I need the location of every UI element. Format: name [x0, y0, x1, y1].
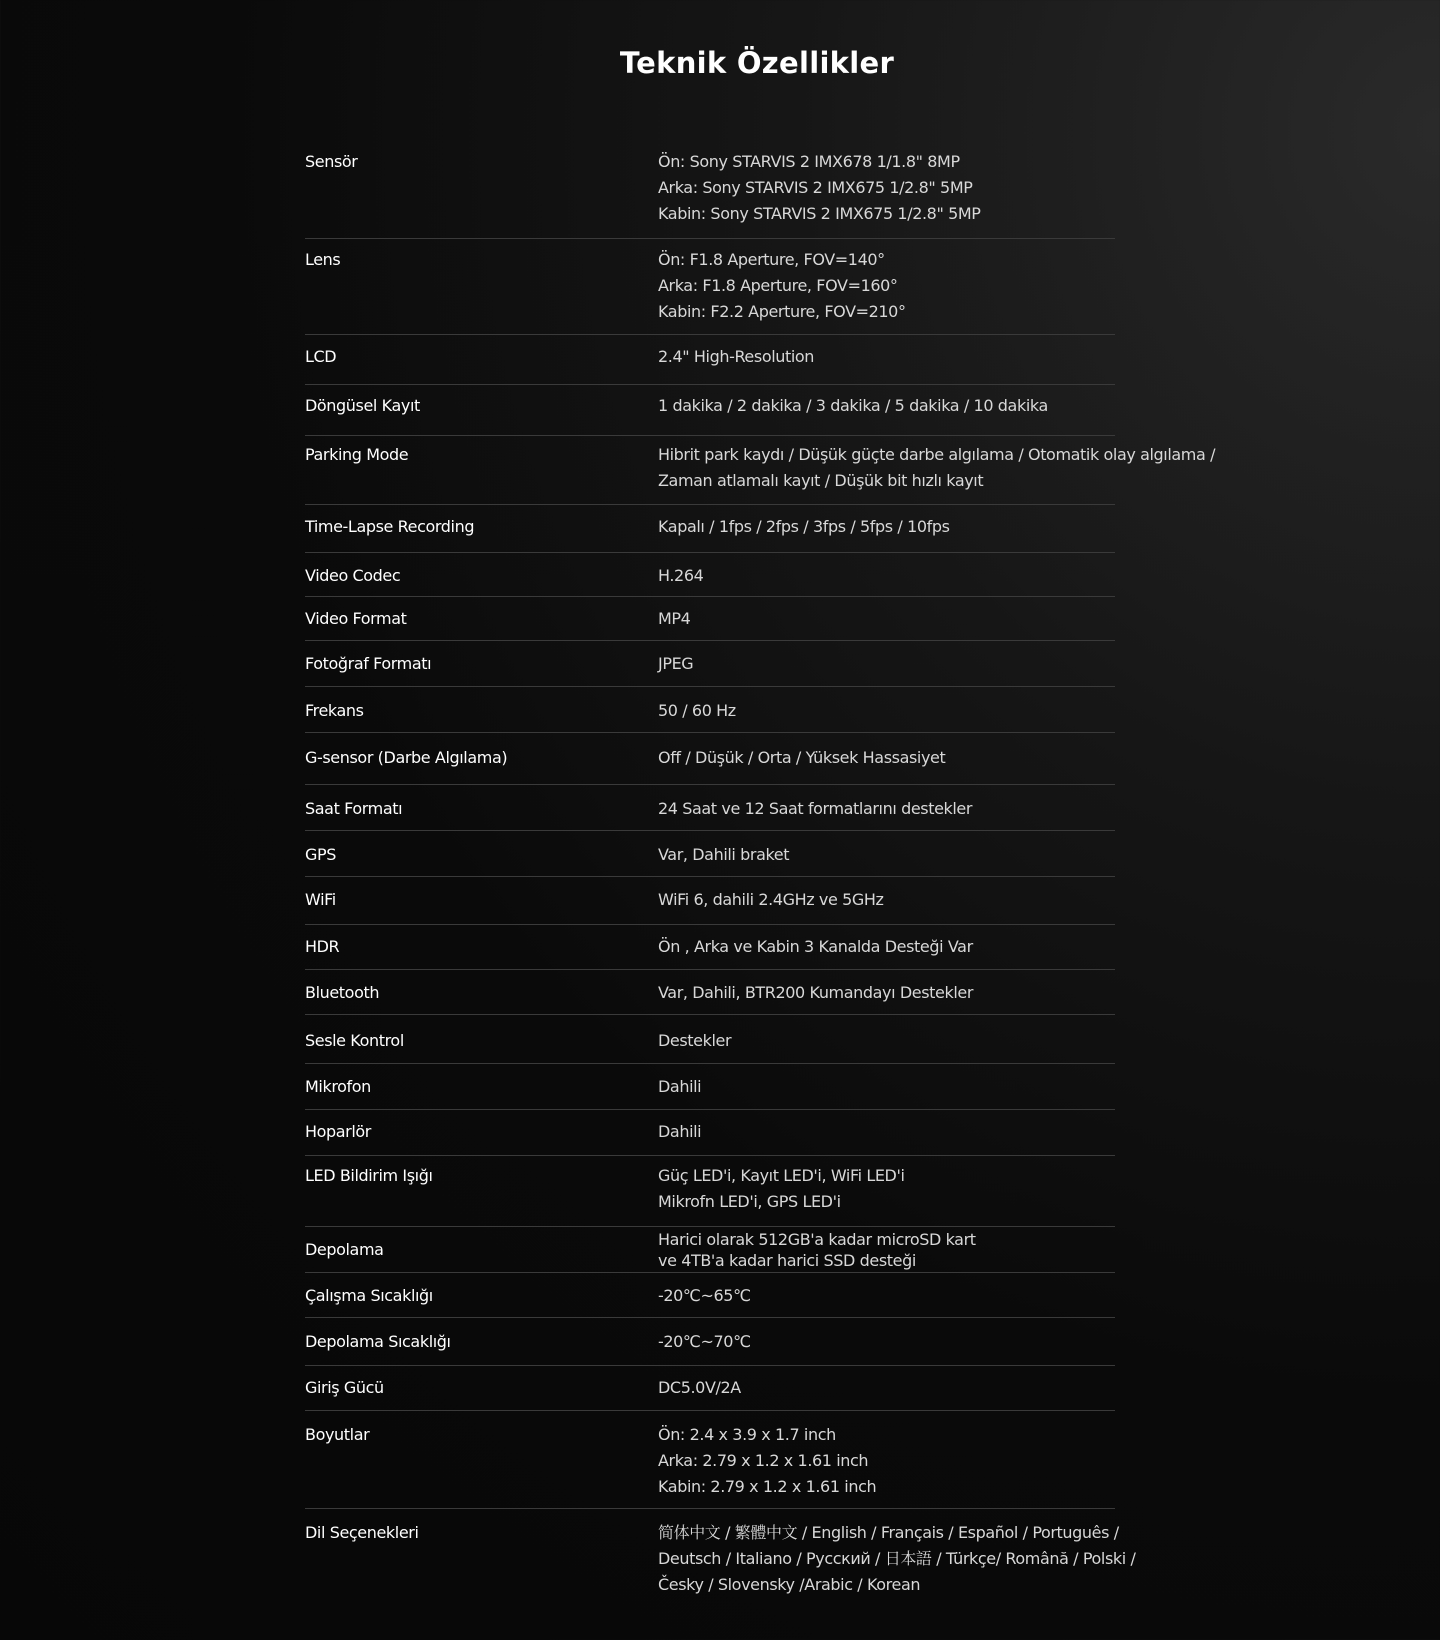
spec-row-calisma-sicakligi [305, 1273, 1115, 1318]
spec-value [658, 934, 1115, 960]
spec-row-sesle-kontrol [305, 1015, 1115, 1064]
spec-label: Mikrofon [305, 1077, 371, 1096]
spec-label: Bluetooth [305, 983, 380, 1002]
spec-value-line: 24 Saat ve 12 Saat formatlarını destekler [658, 799, 973, 818]
spec-value-line: Hibrit park kaydı / Düşük güçte darbe algılama / Otomatik olay algılama / [658, 445, 1216, 464]
spec-value-line: Harici olarak 512GB'a kadar microSD kart [658, 1229, 976, 1249]
spec-row-mikrofon [305, 1064, 1115, 1110]
spec-label: Giriş Gücü [305, 1378, 384, 1397]
spec-value-line: Mikrofn LED'i, GPS LED'i [658, 1192, 841, 1211]
spec-value [658, 1163, 1115, 1215]
spec-value-line: DC5.0V/2A [658, 1378, 741, 1397]
spec-value-line: Güç LED'i, Kayıt LED'i, WiFi LED'i [658, 1166, 905, 1185]
spec-value [658, 1422, 1115, 1500]
spec-value [658, 1520, 1136, 1598]
spec-value [658, 1329, 1115, 1355]
spec-label: Sesle Kontrol [305, 1031, 404, 1050]
spec-value-line: Var, Dahili braket [658, 845, 790, 864]
spec-row-lens [305, 239, 1115, 335]
spec-row-video-codec [305, 553, 1115, 597]
spec-label: Boyutlar [305, 1425, 370, 1444]
spec-value-line: Var, Dahili, BTR200 Kumandayı Destekler [658, 983, 974, 1002]
spec-row-depolama-sicakligi [305, 1318, 1115, 1366]
spec-value-line: 2.4" High-Resolution [658, 347, 815, 366]
spec-label: Time-Lapse Recording [305, 517, 475, 536]
page-title: Teknik Özellikler [619, 46, 895, 80]
spec-value [658, 1375, 1115, 1401]
spec-row-dongusel-kayit [305, 385, 1115, 436]
spec-row-fotograf-formati [305, 641, 1115, 687]
spec-value-line: -20℃~65℃ [658, 1286, 751, 1305]
spec-label: Sensör [305, 152, 358, 171]
spec-row-g-sensor-darbe-algilama [305, 733, 1115, 785]
spec-row-saat-formati [305, 785, 1115, 831]
spec-label: WiFi [305, 890, 336, 909]
spec-value [658, 745, 1115, 771]
spec-value [658, 796, 1115, 822]
spec-label: Hoparlör [305, 1122, 371, 1141]
spec-value-line: Ön: 2.4 x 3.9 x 1.7 inch [658, 1425, 836, 1444]
spec-label: Depolama Sıcaklığı [305, 1332, 451, 1351]
spec-label: Lens [305, 250, 341, 269]
spec-value-line: 1 dakika / 2 dakika / 3 dakika / 5 dakika / 10 dakika [658, 396, 1048, 415]
spec-label: Frekans [305, 701, 364, 720]
spec-value-line: Dahili [658, 1122, 702, 1141]
spec-value [658, 442, 1215, 494]
spec-value-line: Off / Düşük / Orta / Yüksek Hassasiyet [658, 748, 946, 767]
spec-value [658, 842, 1115, 868]
spec-row-gps [305, 831, 1115, 877]
spec-value [658, 980, 1115, 1006]
spec-label: Saat Formatı [305, 799, 403, 818]
spec-value [658, 1283, 1115, 1309]
spec-value-line: Ön: Sony STARVIS 2 IMX678 1/1.8" 8MP [658, 152, 960, 171]
spec-label: Video Format [305, 609, 407, 628]
spec-value [658, 393, 1115, 419]
spec-value-line: Ön , Arka ve Kabin 3 Kanalda Desteği Var [658, 937, 973, 956]
spec-row-parking-mode [305, 436, 1216, 505]
spec-value [658, 1028, 1115, 1054]
spec-value [658, 651, 1115, 677]
spec-label: GPS [305, 845, 337, 864]
spec-value [658, 149, 1115, 227]
spec-value-line: ve 4TB'a kadar harici SSD desteği [658, 1250, 916, 1270]
spec-row-hoparlor [305, 1110, 1115, 1156]
spec-row-time-lapse-recording [305, 505, 1115, 553]
spec-row-lcd [305, 335, 1115, 385]
spec-value [658, 1229, 1115, 1271]
spec-value [658, 606, 1115, 632]
spec-value-line: Arka: 2.79 x 1.2 x 1.61 inch [658, 1451, 869, 1470]
spec-row-sensor [305, 143, 1115, 239]
spec-row-bluetooth [305, 970, 1115, 1015]
spec-row-dil-secenekleri [305, 1509, 1136, 1605]
spec-row-boyutlar [305, 1411, 1115, 1509]
spec-value [658, 514, 1115, 540]
spec-value-line: Destekler [658, 1031, 732, 1050]
spec-value-line: 50 / 60 Hz [658, 701, 736, 720]
spec-value [658, 344, 1115, 370]
spec-value-line: MP4 [658, 609, 691, 628]
spec-label: LCD [305, 347, 337, 366]
spec-value [658, 887, 1115, 913]
spec-value [658, 1074, 1115, 1100]
spec-value-line: Kapalı / 1fps / 2fps / 3fps / 5fps / 10fps [658, 517, 950, 536]
spec-label: HDR [305, 937, 340, 956]
spec-value-line: Zaman atlamalı kayıt / Düşük bit hızlı kayıt [658, 471, 984, 490]
spec-value [658, 247, 1115, 325]
spec-value-line: Kabin: 2.79 x 1.2 x 1.61 inch [658, 1477, 877, 1496]
spec-label: G-sensor (Darbe Algılama) [305, 748, 508, 767]
spec-row-giris-gucu [305, 1366, 1115, 1411]
spec-label: Çalışma Sıcaklığı [305, 1286, 433, 1305]
spec-label: Dil Seçenekleri [305, 1523, 419, 1542]
spec-label: LED Bildirim Işığı [305, 1166, 433, 1185]
spec-value-line: -20℃~70℃ [658, 1332, 751, 1351]
spec-label: Depolama [305, 1239, 384, 1259]
spec-value-line: Ön: F1.8 Aperture, FOV=140° [658, 250, 885, 269]
spec-value-line: Kabin: F2.2 Aperture, FOV=210° [658, 302, 906, 321]
spec-value-line: Arka: F1.8 Aperture, FOV=160° [658, 276, 898, 295]
spec-value-line: 简体中文 / 繁體中文 / English / Français / Español / Português / [658, 1523, 1119, 1542]
spec-table [305, 143, 1216, 1605]
spec-label: Döngüsel Kayıt [305, 396, 420, 415]
spec-label: Parking Mode [305, 445, 409, 464]
spec-value [658, 1119, 1115, 1145]
spec-value [658, 563, 1115, 589]
spec-row-hdr [305, 925, 1115, 970]
spec-row-frekans [305, 687, 1115, 733]
spec-row-led-bildirim-isigi [305, 1156, 1115, 1227]
spec-value-line: Arka: Sony STARVIS 2 IMX675 1/2.8" 5MP [658, 178, 973, 197]
spec-value [658, 698, 1115, 724]
spec-row-wifi [305, 877, 1115, 925]
spec-value-line: Dahili [658, 1077, 702, 1096]
spec-value-line: Česky / Slovensky /Arabic / Korean [658, 1575, 921, 1594]
spec-label: Video Codec [305, 566, 401, 585]
spec-row-video-format [305, 597, 1115, 641]
spec-value-line: WiFi 6, dahili 2.4GHz ve 5GHz [658, 890, 884, 909]
spec-value-line: Deutsch / Italiano / Русский / 日本語 / Türkçe/ Română / Polski / [658, 1549, 1136, 1568]
spec-value-line: Kabin: Sony STARVIS 2 IMX675 1/2.8" 5MP [658, 204, 981, 223]
spec-value-line: JPEG [658, 654, 694, 673]
spec-value-line: H.264 [658, 566, 704, 585]
spec-label: Fotoğraf Formatı [305, 654, 432, 673]
spec-row-depolama [305, 1227, 1115, 1273]
